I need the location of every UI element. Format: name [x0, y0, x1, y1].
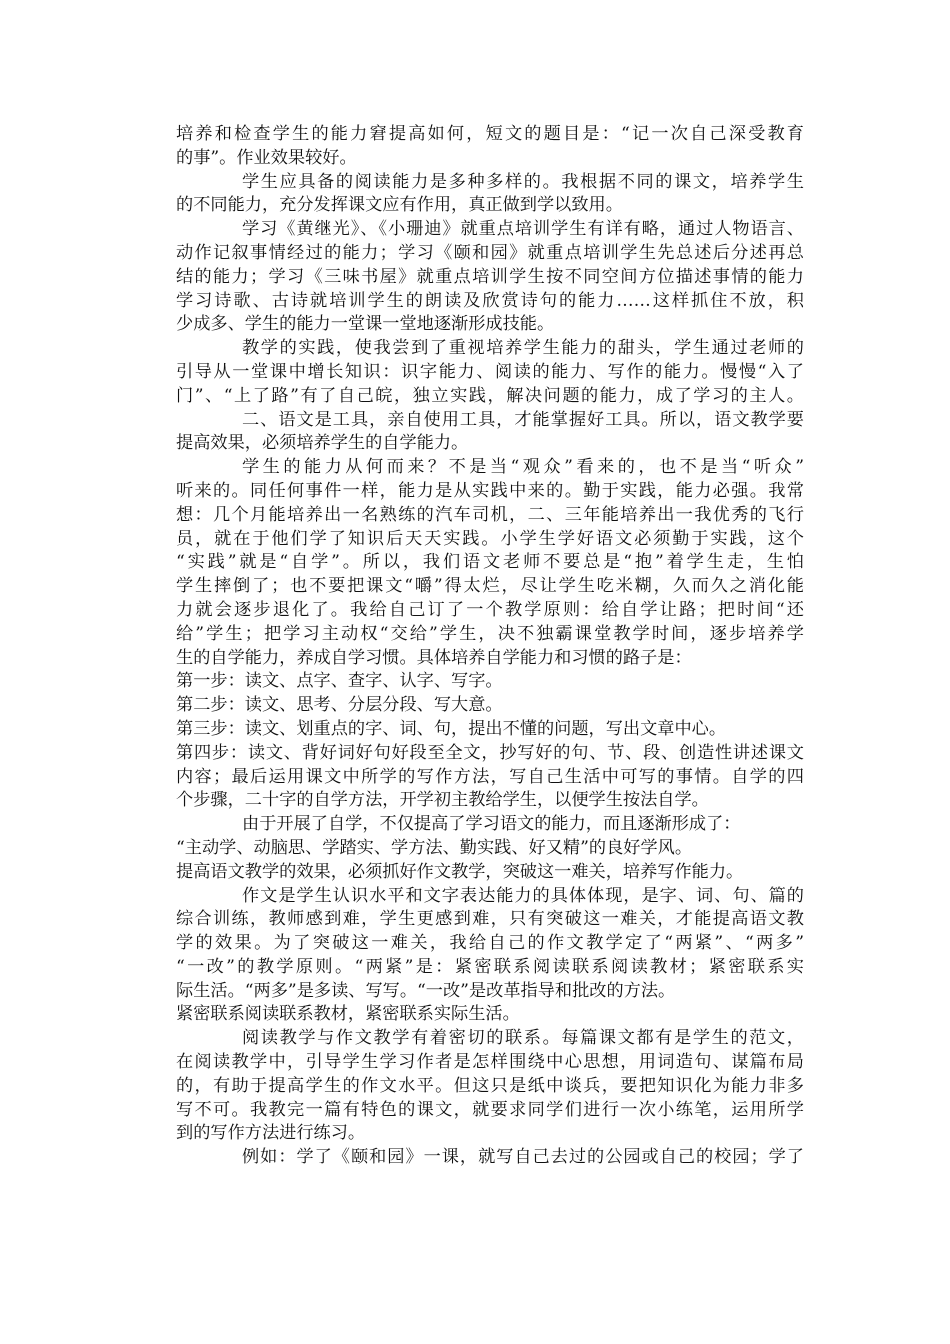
text-line: 第二步：读文、思考、分层分段、写大意。 — [176, 695, 503, 716]
text-line: 阅读教学与作文教学有着密切的联系。每篇课文都有是学生的范文， — [242, 1028, 804, 1049]
text-line: 少成多、学生的能力一堂课一堂地逐渐形成技能。 — [176, 314, 555, 335]
text-line: 听来的。同任何事件一样，能力是从实践中来的。勤于实践，能力必强。我常 — [176, 480, 804, 501]
text-line: 内容；最后运用课文中所学的写作方法，写自己生活中可写的事情。自学的四 — [176, 766, 804, 787]
text-line: 学习《黄继光》、《小珊迪》就重点培训学生有详有略，通过人物语言、 — [242, 219, 804, 240]
text-line: 教学的实践，使我尝到了重视培养学生能力的甜头，学生通过老师的 — [242, 338, 804, 359]
text-line: “主动学、动脑思、学踏实、学方法、勤实践、好又精”的良好学风。 — [176, 837, 693, 858]
text-line: 例如：学了《颐和园》一课，就写自己去过的公园或自己的校园；学了 — [242, 1147, 804, 1168]
text-line: 动作记叙事情经过的能力；学习《颐和园》就重点培训学生先总述后分述再总 — [176, 242, 804, 263]
text-line: 门”、“上了路”有了自己皖，独立实践，解决问题的能力，成了学习的主人。 — [176, 385, 804, 406]
text-line: 给”学生；把学习主动权“交给”学生，决不独霸课堂教学时间，逐步培养学 — [176, 623, 804, 644]
text-line: 综合训练，教师感到难，学生更感到难，只有突破这一难关，才能提高语文教 — [176, 909, 804, 930]
text-line: 紧密联系阅读联系教材，紧密联系实际生活。 — [176, 1004, 520, 1025]
text-line: 学生摔倒了；也不要把课文“嚼”得太烂，尽让学生吃米糊，久而久之消化能 — [176, 576, 804, 597]
text-line: 在阅读教学中，引导学生学习作者是怎样围绕中心思想，用词造句、谋篇布局 — [176, 1052, 804, 1073]
text-line: 员，就在于他们学了知识后天天实践。小学生学好语文必须勤于实践，这个 — [176, 528, 804, 549]
text-line: 际生活。“两多”是多读、写写。“一改”是改革指导和批改的方法。 — [176, 980, 676, 1001]
text-line: 学的效果。为了突破这一难关，我给自己的作文教学定了“两紧”、“两多” — [176, 933, 804, 954]
text-line: 提高语文教学的效果，必须抓好作文教学，突破这一难关，培养写作能力。 — [176, 861, 744, 882]
text-line: 提高效果，必须培养学生的自学能力。 — [176, 433, 469, 454]
text-line: “一改”的教学原则。“两紧”是：紧密联系阅读联系阅读教材；紧密联系实 — [176, 956, 804, 977]
text-line: 学生应具备的阅读能力是多种多样的。我根据不同的课文，培养学生 — [242, 171, 804, 192]
text-line: 力就会逐步退化了。我给自己订了一个教学原则：给自学让路；把时间“还 — [176, 599, 804, 620]
text-line: 二、语文是工具，亲自使用工具，才能掌握好工具。所以，语文教学要 — [242, 409, 804, 430]
text-line: 写不可。我教完一篇有特色的课文，就要求同学们进行一次小练笔，运用所学 — [176, 1099, 804, 1120]
text-line: 想：几个月能培养出一名熟练的汽车司机，二、三年能培养出一我优秀的飞行 — [176, 504, 804, 525]
text-line: 结的能力；学习《三味书屋》就重点培训学生按不同空间方位描述事情的能力 — [176, 266, 804, 287]
text-line: “实践”就是“自学”。所以，我们语文老师不要总是“抱”着学生走，生怕 — [176, 552, 804, 573]
text-line: 第一步：读文、点字、查字、认字、写字。 — [176, 671, 503, 692]
document-body — [176, 123, 804, 1170]
text-line: 生的自学能力，养成自学习惯。具体培养自学能力和习惯的路子是： — [176, 647, 692, 668]
text-line: 由于开展了自学，不仅提高了学习语文的能力，而且逐渐形成了： — [242, 814, 741, 835]
text-line: 学生的能力从何而来？不是当“观众”看来的，也不是当“听众” — [242, 457, 804, 478]
text-line: 培养和检查学生的能力窘提高如何，短文的题目是：“记一次自己深受教育 — [176, 124, 804, 144]
text-line: 第三步：读文、划重点的字、词、句，提出不懂的问题，写出文章中心。 — [176, 718, 727, 739]
text-line: 的事”。作业效果较好。 — [176, 147, 357, 168]
text-line: 个步骤，二十字的自学方法，开学初主教给学生，以便学生按法自学。 — [176, 790, 709, 811]
text-line: 的，有助于提高学生的作文水平。但这只是纸中谈兵，要把知识化为能力非多 — [176, 1075, 804, 1096]
text-line: 到的写作方法进行练习。 — [176, 1123, 366, 1144]
text-line: 作文是学生认识水平和文字表达能力的具体体现，是字、词、句、篇的 — [242, 885, 804, 906]
text-line: 第四步：读文、背好词好句好段至全文，抄写好的句、节、段、创造性讲述课文 — [176, 742, 804, 763]
text-line: 的不同能力，充分发挥课文应有作用，真正做到学以致用。 — [176, 195, 623, 216]
text-line: 引导从一堂课中增长知识：识字能力、阅读的能力、写作的能力。慢慢“入了 — [176, 361, 804, 382]
text-line: 学习诗歌、古诗就培训学生的朗读及欣赏诗句的能力……这样抓住不放，积 — [176, 290, 804, 311]
